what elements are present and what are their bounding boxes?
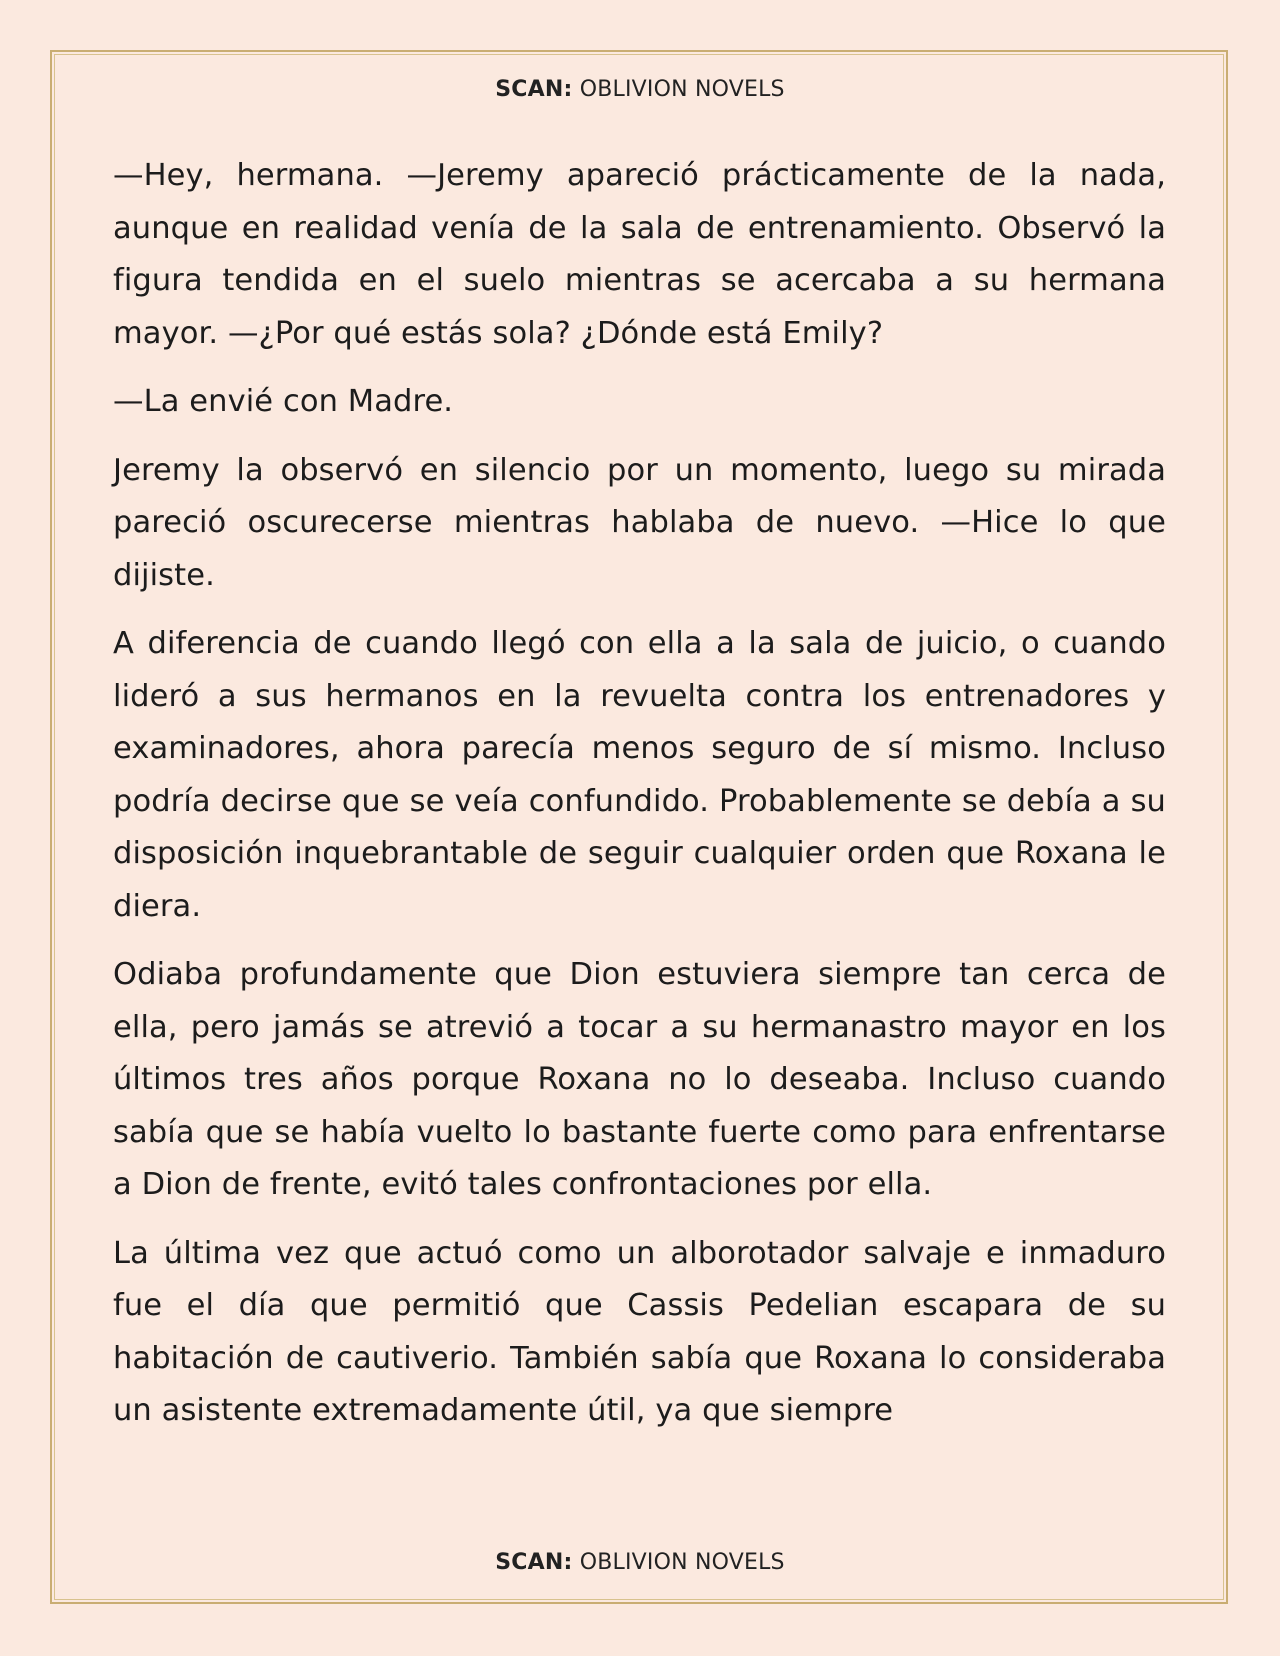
paragraph: Odiaba profundamente que Dion estuviera siempre tan cerca de ella, pero jamás se atrevió a tocar a su hermanastro mayor en los últimos tres años porque Roxana no lo deseaba. Incluso cuando sabía que se había vuelto lo bastante fuerte como para enfrentarse a Dion de frente, evitó tales confrontaciones por ella. <box>113 957 1166 1202</box>
paragraph: Jeremy la observó en silencio por un momento, luego su mirada pareció oscurecerse mientras hablaba de nuevo. —Hice lo que dijiste. <box>113 452 1166 593</box>
paragraph: —La envié con Madre. <box>113 384 454 419</box>
paragraph: La última vez que actuó como un alborotador salvaje e inmaduro fue el día que permitió que Cassis Pedelian escapara de su habitación de cautiverio. También sabía que Roxana lo consideraba un asistente extremadamente útil, ya que siempre <box>113 1235 1166 1428</box>
paragraph: A diferencia de cuando llegó con ella a la sala de juicio, o cuando lideró a sus hermanos en la revuelta contra los entrenadores y examinadores, ahora parecía menos seguro de sí mismo. Incluso podría decirse que se veía confundido. Probablemente se debía a su disposición inquebrantable de seguir cualquier orden que Roxana le diera. <box>113 626 1166 924</box>
header-scan-label: SCAN: <box>495 77 573 102</box>
paragraph: —Hey, hermana. —Jeremy apareció prácticamente de la nada, aunque en realidad venía de la sala de entrenamiento. Observó la figura tendida en el suelo mientras se acercaba a su hermana mayor. —¿Por qué estás sola? ¿Dónde está Emily? <box>113 158 1166 351</box>
page-footer <box>0 1550 1280 1575</box>
header-source: OBLIVION NOVELS <box>579 77 785 102</box>
page-header <box>0 77 1280 102</box>
body-text <box>113 150 1166 1454</box>
footer-source: OBLIVION NOVELS <box>579 1550 785 1575</box>
footer-scan-label: SCAN: <box>495 1550 573 1575</box>
